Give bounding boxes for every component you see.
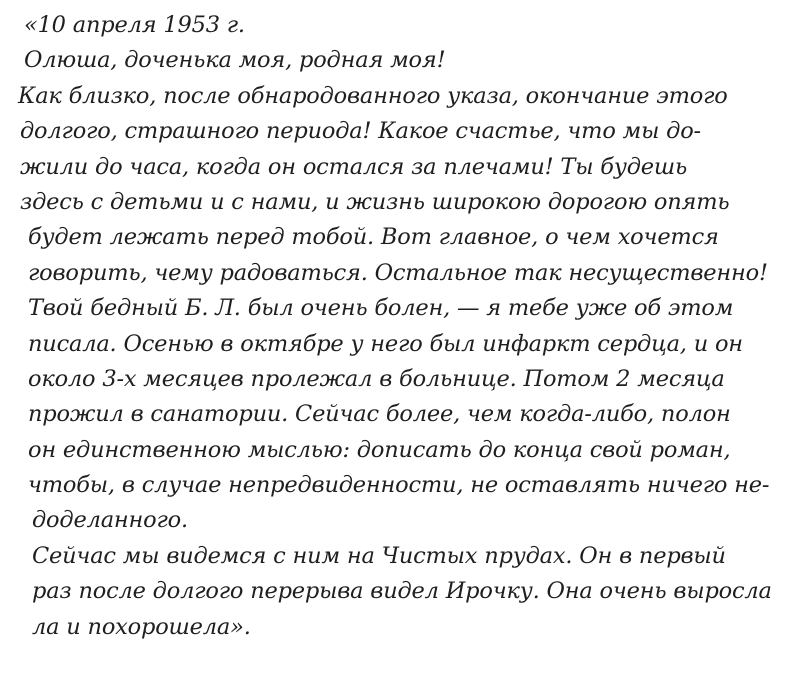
letter-line: ла и похорошела». [32, 613, 251, 640]
letter-line: он единственною мыслью: дописать до конца свой роман, [28, 436, 731, 463]
letter-line: раз после долгого перерыва видел Ирочку. Она очень выросла [32, 578, 772, 605]
letter-line: Олюша, доченька моя, родная моя! [24, 47, 446, 74]
letter-line: чтобы, в случае непредвиденности, не оставлять ничего не- [28, 472, 770, 499]
letter-line: писала. Осенью в октябре у него был инфаркт сердца, и он [28, 330, 743, 357]
letter-line: около 3-х месяцев пролежал в больнице. Потом 2 месяца [28, 365, 725, 392]
letter-line: Твой бедный Б. Л. был очень болен, — я тебе уже об этом [28, 295, 734, 322]
letter-line: прожил в санатории. Сейчас более, чем когда-либо, полон [28, 401, 731, 428]
letter-line: доделанного. [32, 507, 188, 534]
letter-line: долгого, страшного периода! Какое счастье, что мы до- [20, 118, 701, 145]
letter-line: «10 апреля 1953 г. [24, 12, 245, 38]
letter-line: жили до часа, когда он остался за плечами! Ты будешь [20, 153, 688, 180]
letter-line: Как близко, после обнародованного указа, окончание этого [18, 82, 728, 109]
letter-line: Сейчас мы видемся с ним на Чистых прудах. Он в первый [32, 542, 726, 569]
letter-line: говорить, чему радоваться. Остальное так несущественно! [28, 259, 768, 286]
letter-line: здесь с детьми и с нами, и жизнь широкою дорогою опять [20, 188, 730, 215]
letter-line: будет лежать перед тобой. Вот главное, о чем хочется [28, 224, 719, 251]
